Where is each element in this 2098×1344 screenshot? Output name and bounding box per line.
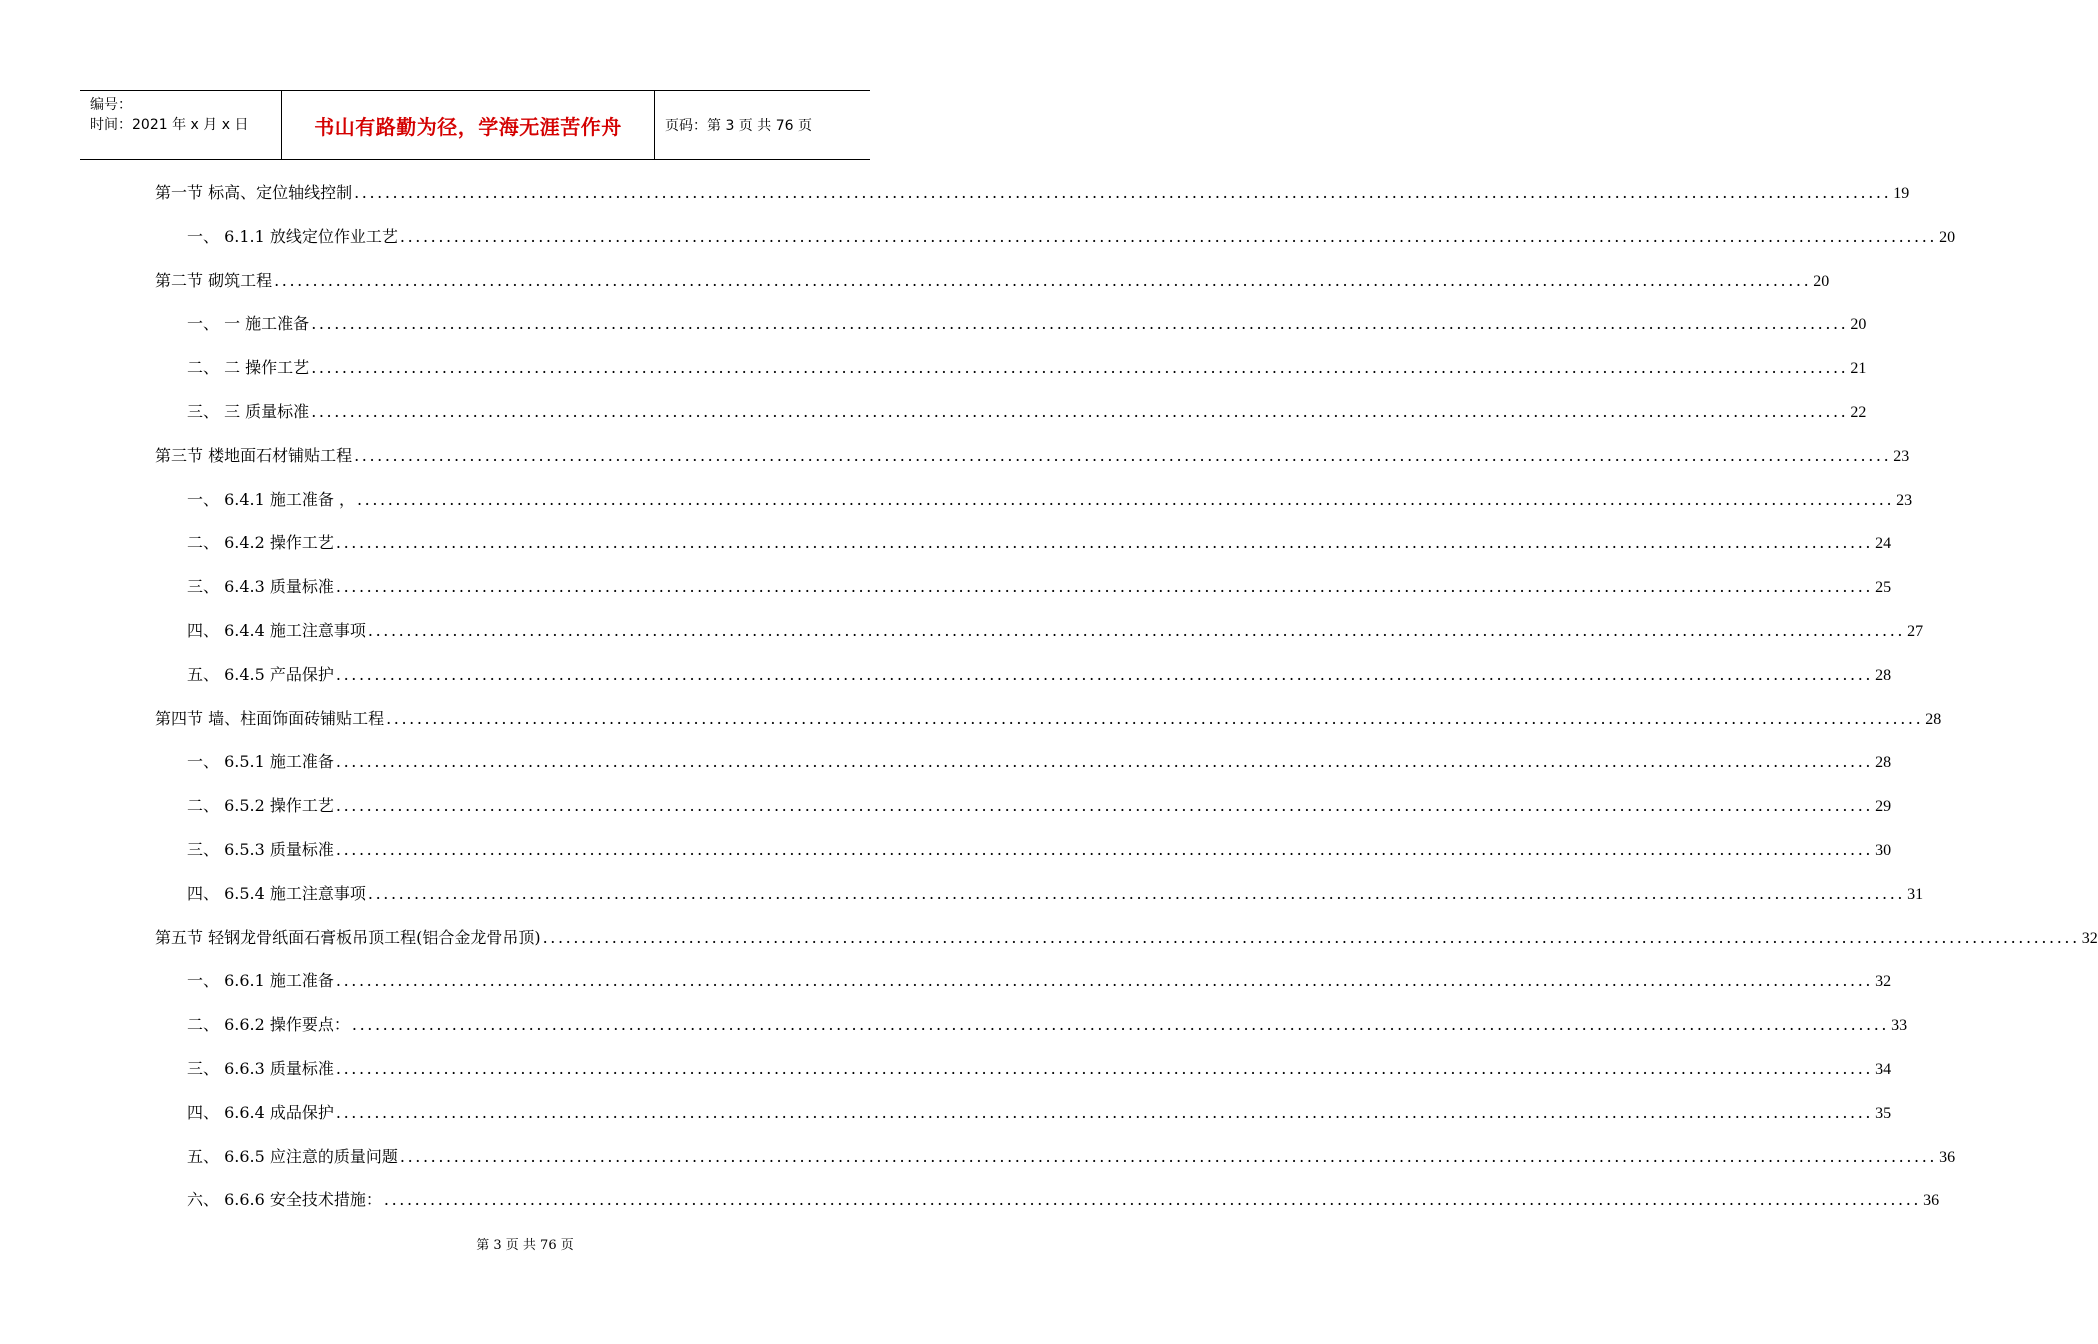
toc-leader-dots: ........................................................................................................................................................................................................ [399, 226, 1938, 246]
toc-entry-page: 28 [1925, 710, 1942, 728]
toc-leader-dots: ........................................................................................................................................................................................................ [335, 796, 1874, 816]
toc-entry-label: 一、 一 施工准备 [187, 314, 310, 334]
toc-entry-page: 33 [1891, 1017, 1908, 1035]
toc-entry-label: 第五节 轻钢龙骨纸面石膏板吊顶工程(铝合金龙骨吊顶) [155, 927, 541, 947]
toc-entry[interactable] [187, 791, 1892, 821]
toc-entry-label: 二、 6.6.2 操作要点： [187, 1015, 350, 1035]
toc-leader-dots: ........................................................................................................................................................................................................ [335, 971, 1874, 991]
toc-leader-dots: ........................................................................................................................................................................................................ [335, 840, 1874, 859]
toc-entry-page: 21 [1850, 360, 1867, 378]
toc-entry[interactable] [187, 572, 1892, 602]
toc-entry-label: 二、 6.4.2 操作工艺 [187, 533, 334, 553]
toc-leader-dots: ........................................................................................................................................................................................................ [356, 489, 1895, 509]
toc-entry-label: 第三节 楼地面石材铺贴工程 [155, 445, 353, 465]
toc-entry-page: 20 [1813, 272, 1830, 290]
toc-leader-dots: ........................................................................................................................................................................................................ [399, 1146, 1938, 1166]
toc-entry[interactable] [187, 1098, 1892, 1128]
toc-entry[interactable] [155, 704, 1942, 734]
toc-entry[interactable] [187, 616, 1924, 646]
toc-entry[interactable] [187, 397, 1867, 427]
toc-entry[interactable] [187, 966, 1892, 996]
toc-entry[interactable] [155, 441, 1910, 471]
header-motto: 书山有路勤为径，学海无涯苦作舟 [282, 91, 655, 159]
toc-entry-page: 20 [1850, 316, 1867, 334]
toc-leader-dots: ........................................................................................................................................................................................................ [311, 402, 1849, 421]
toc-entry-label: 一、 6.6.1 施工准备 [187, 971, 334, 991]
toc-entry-page: 32 [1875, 973, 1892, 991]
toc-leader-dots: ........................................................................................................................................................................................................ [335, 752, 1874, 772]
toc-entry-page: 19 [1893, 185, 1910, 202]
toc-leader-dots: ........................................................................................................................................................................................................ [335, 533, 1874, 553]
toc-entry-label: 一、 6.4.1 施工准备 ， [187, 489, 355, 509]
toc-entry[interactable] [187, 660, 1892, 690]
toc-entry[interactable] [187, 835, 1892, 865]
toc-entry-label: 二、 二 操作工艺 [187, 358, 310, 378]
toc-entry-label: 四、 6.6.4 成品保护 [187, 1102, 334, 1122]
toc-entry-page: 28 [1875, 754, 1892, 772]
toc-entry-page: 31 [1907, 885, 1924, 903]
toc-entry-label: 六、 6.6.6 安全技术措施： [187, 1190, 382, 1210]
toc-entry[interactable] [187, 747, 1892, 777]
toc-entry-page: 34 [1875, 1061, 1892, 1078]
toc-entry-page: 23 [1896, 491, 1913, 509]
toc-entry-page: 20 [1939, 228, 1956, 246]
toc-entry-label: 第四节 墙、柱面饰面砖铺贴工程 [155, 708, 385, 728]
toc-leader-dots: ........................................................................................................................................................................................................ [351, 1015, 1890, 1035]
toc-leader-dots: ........................................................................................................................................................................................................ [386, 708, 1924, 728]
toc-entry[interactable] [187, 485, 1913, 515]
toc-entry-page: 36 [1923, 1192, 1940, 1210]
toc-leader-dots: ........................................................................................................................................................................................................ [335, 577, 1874, 597]
toc-entry[interactable] [187, 309, 1867, 339]
toc-entry-label: 第二节 砌筑工程 [155, 270, 273, 290]
document-number-label: 编号： [90, 97, 132, 113]
document-time-label: 时间：2021 年 x 月 x 日 [90, 117, 249, 133]
toc-entry-label: 三、 6.5.3 质量标准 [187, 840, 334, 859]
toc-leader-dots: ........................................................................................................................................................................................................ [383, 1190, 1922, 1210]
toc-entry-page: 25 [1875, 579, 1892, 597]
toc-entry-label: 第一节 标高、定位轴线控制 [155, 183, 353, 202]
toc-leader-dots: ........................................................................................................................................................................................................ [354, 445, 1892, 465]
toc-leader-dots: ........................................................................................................................................................................................................ [354, 183, 1892, 202]
toc-entry[interactable] [187, 1142, 1956, 1172]
toc-entry-label: 一、 6.5.1 施工准备 [187, 752, 334, 772]
toc-entry-page: 32 [2081, 929, 2098, 947]
toc-entry-page: 30 [1875, 842, 1892, 859]
toc-leader-dots: ........................................................................................................................................................................................................ [335, 664, 1874, 684]
toc-entry-label: 三、 6.4.3 质量标准 [187, 577, 334, 597]
toc-leader-dots: ........................................................................................................................................................................................................ [542, 927, 2080, 947]
toc-entry-page: 27 [1907, 623, 1924, 640]
toc-entry-page: 23 [1893, 447, 1910, 465]
toc-leader-dots: ........................................................................................................................................................................................................ [274, 270, 1812, 290]
toc-entry-label: 四、 6.4.4 施工注意事项 [187, 621, 366, 640]
toc-entry-page: 28 [1875, 666, 1892, 684]
toc-entry-label: 三、 三 质量标准 [187, 402, 310, 421]
toc-entry-page: 29 [1875, 798, 1892, 816]
toc-entry[interactable] [155, 266, 1830, 296]
toc-entry-label: 五、 6.6.5 应注意的质量问题 [187, 1146, 398, 1166]
toc-entry[interactable] [187, 1010, 1908, 1040]
toc-entry-page: 36 [1939, 1148, 1956, 1166]
toc-entry[interactable] [187, 1185, 1940, 1215]
toc-entry-label: 五、 6.4.5 产品保护 [187, 664, 334, 684]
toc-leader-dots: ........................................................................................................................................................................................................ [311, 358, 1849, 378]
toc-entry-label: 一、 6.1.1 放线定位作业工艺 [187, 226, 398, 246]
toc-entry[interactable] [187, 879, 1924, 909]
toc-entry-page: 24 [1875, 535, 1892, 553]
toc-entry-label: 三、 6.6.3 质量标准 [187, 1059, 334, 1078]
toc-entry-page: 22 [1850, 404, 1867, 421]
header-meta [80, 91, 282, 159]
header-page-info: 页码：第 3 页 共 76 页 [665, 118, 812, 134]
toc-entry[interactable] [155, 923, 2098, 953]
toc-leader-dots: ........................................................................................................................................................................................................ [367, 621, 1906, 640]
toc-entry[interactable] [187, 353, 1867, 383]
toc-leader-dots: ........................................................................................................................................................................................................ [311, 314, 1849, 334]
toc-leader-dots: ........................................................................................................................................................................................................ [335, 1102, 1874, 1122]
toc-entry[interactable] [187, 222, 1956, 252]
toc-leader-dots: ........................................................................................................................................................................................................ [335, 1059, 1874, 1078]
page-footer: 第 3 页 共 76 页 [476, 1238, 574, 1253]
toc-leader-dots: ........................................................................................................................................................................................................ [367, 883, 1906, 903]
toc-entry-label: 二、 6.5.2 操作工艺 [187, 796, 334, 816]
toc-entry[interactable] [155, 178, 1910, 208]
toc-entry-label: 四、 6.5.4 施工注意事项 [187, 883, 366, 903]
toc-entry-page: 35 [1875, 1104, 1892, 1122]
toc-entry[interactable] [187, 1054, 1892, 1084]
toc-entry[interactable] [187, 528, 1892, 558]
page-header [80, 90, 870, 160]
